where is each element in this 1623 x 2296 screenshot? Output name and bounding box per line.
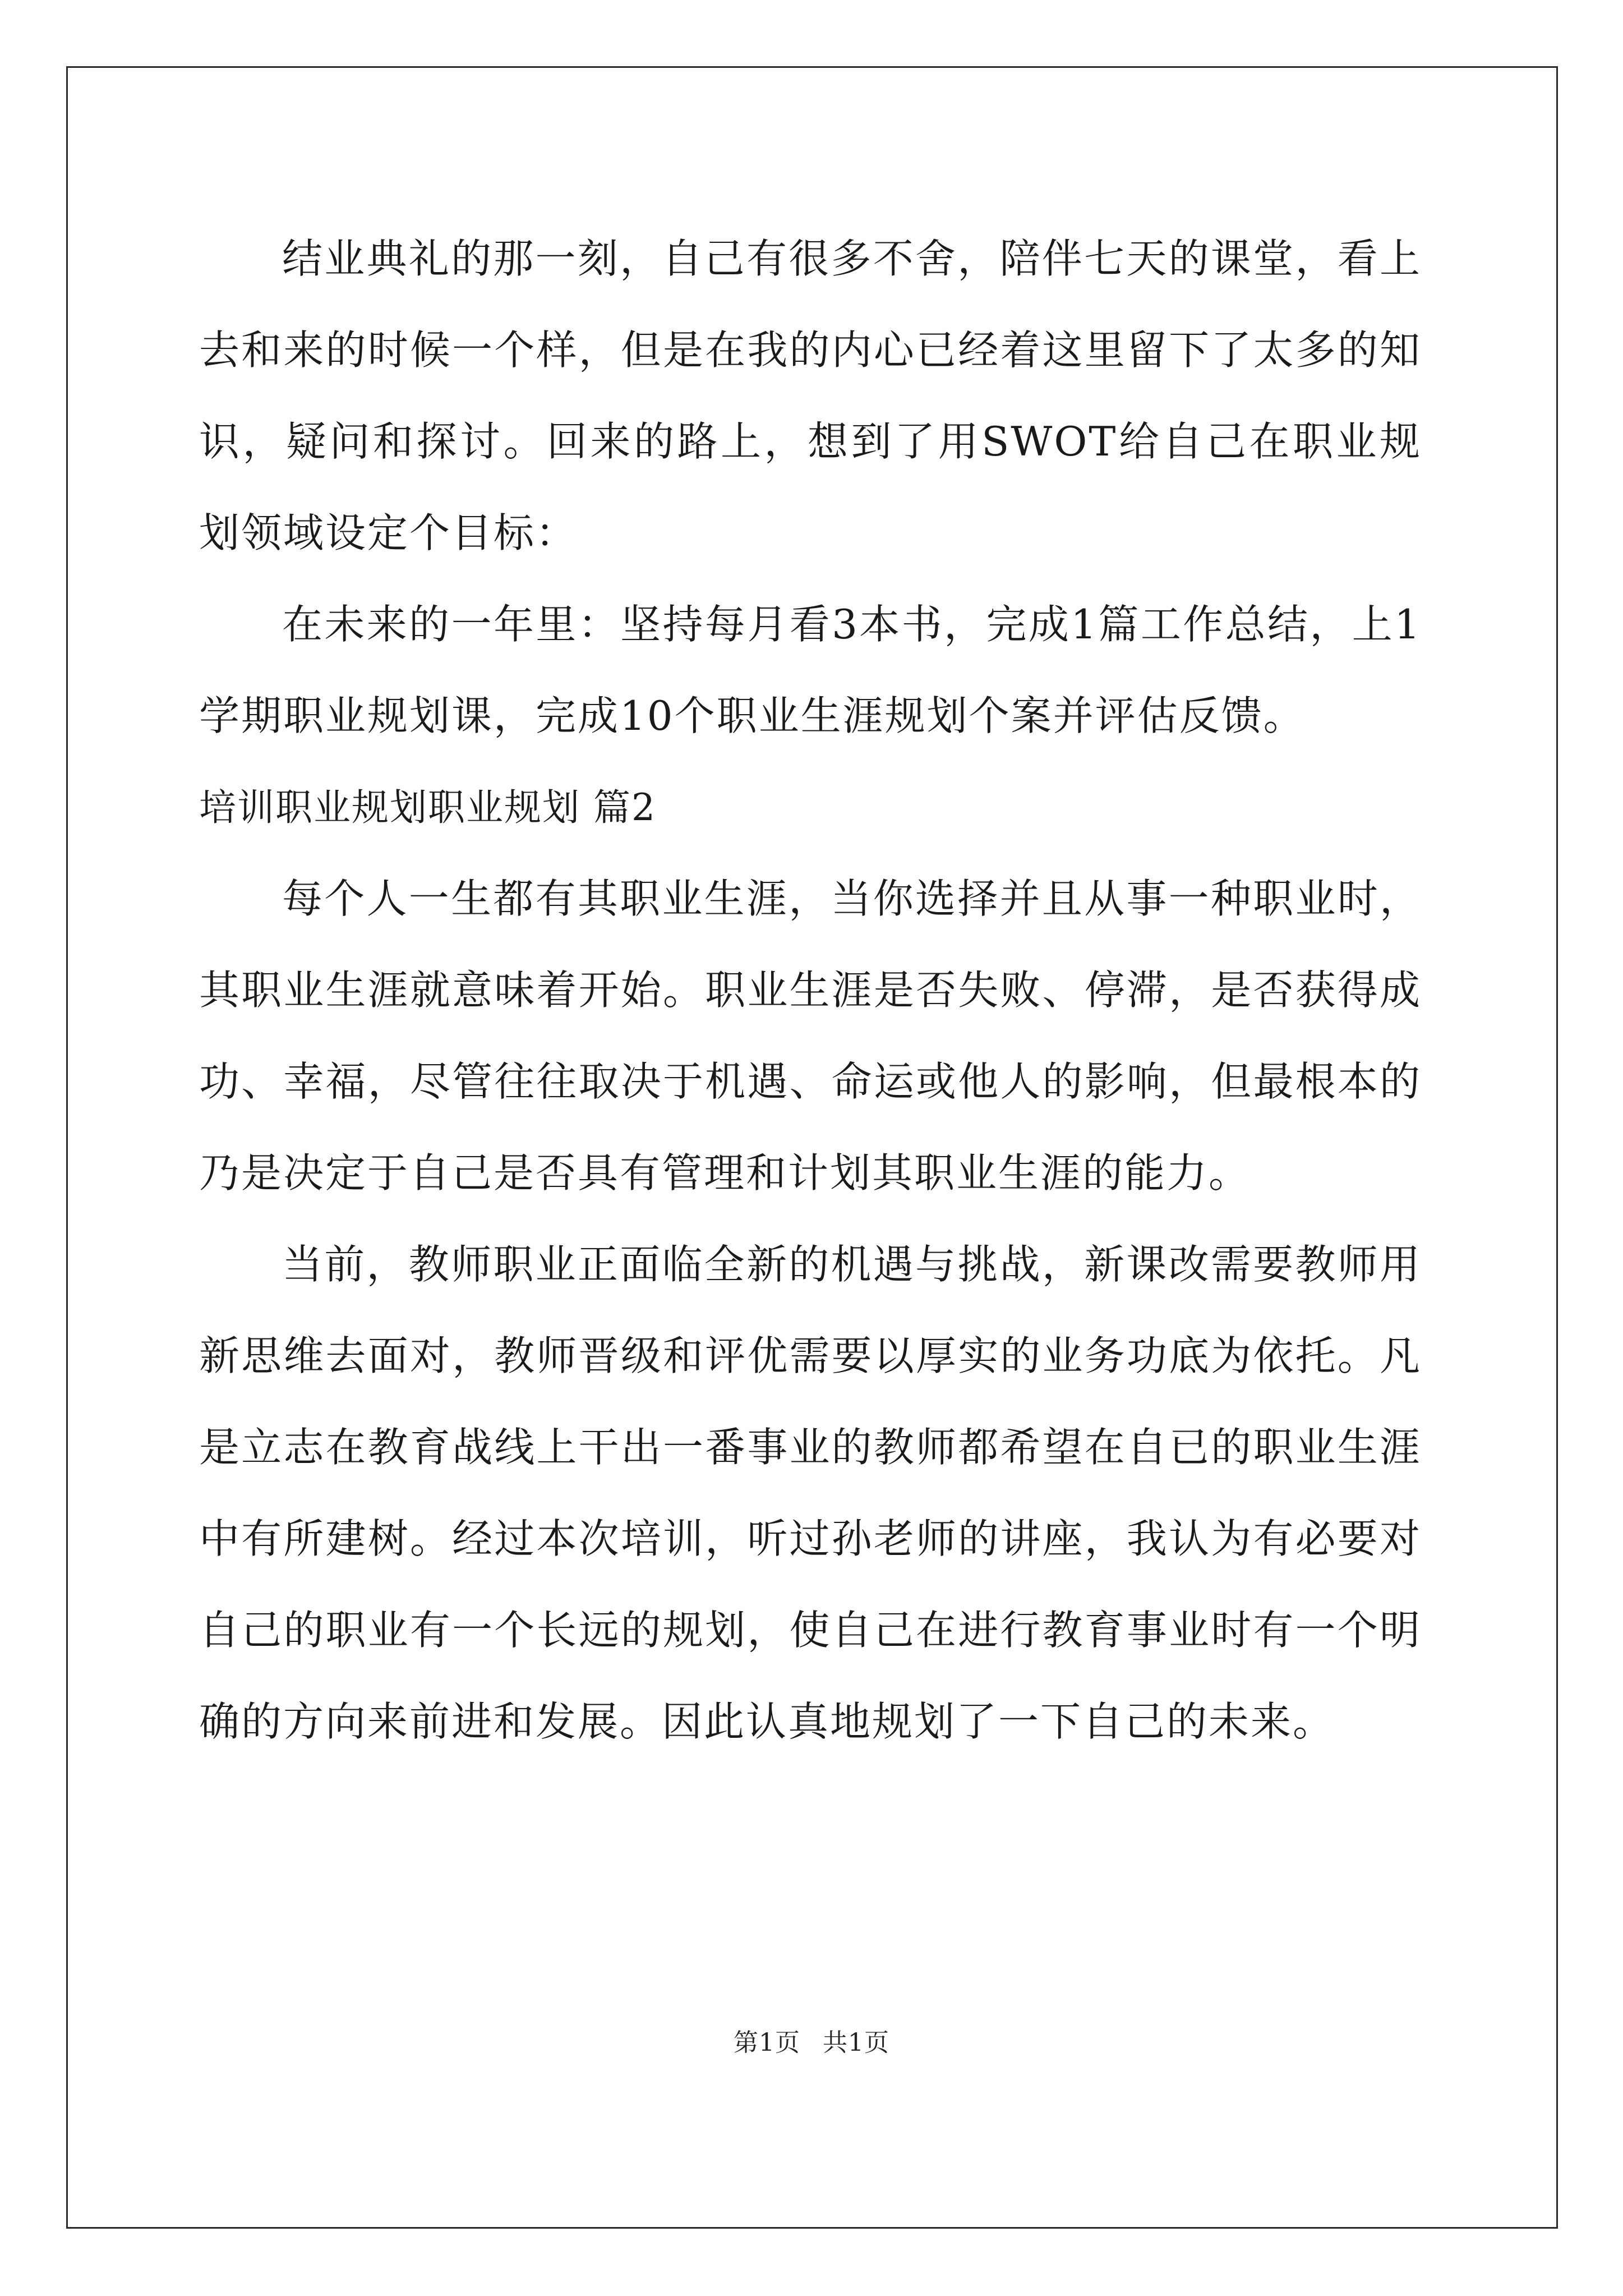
document-body [199, 213, 1422, 1768]
paragraph: 每个人一生都有其职业生涯，当你选择并且从事一种职业时，其职业生涯就意味着开始。职业生涯是否失败、停滞，是否获得成功、幸福，尽管往往取决于机遇、命运或他人的影响，但最根本的乃是决定于自己是否具有管理和计划其职业生涯的能力。 [199, 875, 1422, 1197]
section-heading: 培训职业规划职业规划 篇2 [199, 786, 656, 829]
paragraph: 当前，教师职业正面临全新的机遇与挑战，新课改需要教师用新思维去面对，教师晋级和评优需要以厚实的业务功底为依托。凡是立志在教育战线上干出一番事业的教师都希望在自已的职业生涯中有所建树。经过本次培训，听过孙老师的讲座，我认为有必要对自己的职业有一个长远的规划，使自己在进行教育事业时有一个明确的方向来前进和发展。因此认真地规划了一下自己的未来。 [199, 1241, 1422, 1745]
page-footer [0, 2022, 1623, 2058]
paragraph: 在未来的一年里：坚持每月看3本书，完成1篇工作总结，上1学期职业规划课，完成10个职业生涯规划个案并评估反馈。 [199, 601, 1422, 739]
page-number-total: 共1页 [823, 2028, 889, 2057]
page-number-current: 第1页 [734, 2028, 800, 2057]
paragraph: 结业典礼的那一刻，自己有很多不舍，陪伴七天的课堂，看上去和来的时候一个样，但是在我的内心已经着这里留下了太多的知识，疑问和探讨。回来的路上，想到了用SWOT给自己在职业规划领域设定个目标： [199, 235, 1422, 556]
